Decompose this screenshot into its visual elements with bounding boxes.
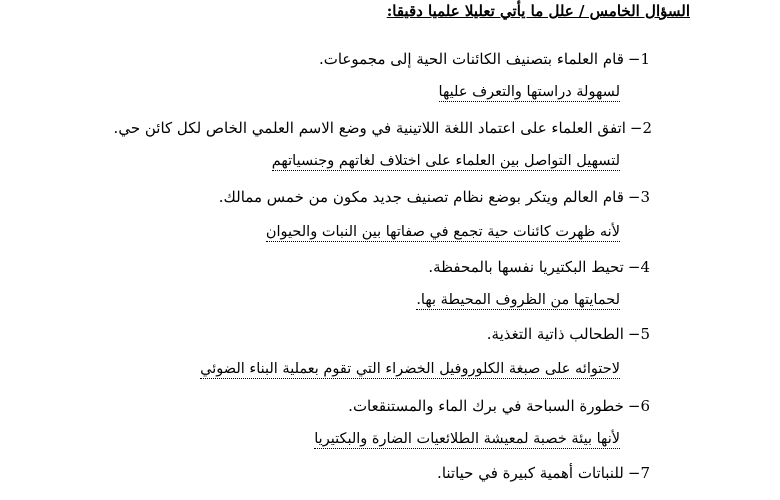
question-6-text: خطورة السباحة في برك الماء والمستنقعات. [348, 397, 624, 415]
question-4-text: تحيط البكتيريا نفسها بالمحفظة. [428, 258, 624, 276]
question-2-text: اتفق العلماء على اعتماد اللغة اللاتينية في وضع الاسم العلمي الخاص لكل كائن حي. [113, 119, 626, 137]
answer-6: لأنها بيئة خصبة لمعيشة الطلائعيات الضارة والبكتيريا [314, 431, 620, 447]
question-6 [348, 397, 650, 415]
question-5-number: 5− [627, 325, 650, 343]
question-4 [428, 258, 650, 276]
answer-4: لحمايتها من الظروف المحيطة بها. [416, 292, 620, 308]
question-3 [219, 188, 650, 206]
question-6-number: 6− [627, 397, 650, 415]
answer-3: لأنه ظهرت كائنات حية تجمع في صفاتها بين النبات والحيوان [265, 224, 620, 240]
question-2 [114, 119, 652, 137]
question-1-text: قام العلماء بتصنيف الكائنات الحية إلى مجموعات. [318, 50, 624, 68]
question-1 [319, 50, 650, 68]
question-4-number: 4− [627, 258, 650, 276]
question-1-number: 1− [627, 50, 650, 68]
question-2-number: 2− [629, 119, 652, 137]
question-heading: السؤال الخامس / علل ما يأتي تعليلا علميا دقيقا: [386, 2, 690, 20]
question-7 [437, 464, 650, 482]
question-5-text: الطحالب ذاتية التغذية. [486, 325, 624, 343]
answer-2: لتسهيل التواصل بين العلماء على اختلاف لغاتهم وجنسياتهم [271, 153, 620, 169]
question-3-text: قام العالم ويتكر بوضع نظام تصنيف جديد مكون من خمس ممالك. [218, 188, 624, 206]
question-7-text: للنباتات أهمية كبيرة في حياتنا. [437, 464, 624, 482]
answer-1: لسهولة دراستها والتعرف عليها [438, 84, 620, 100]
answer-5: لاحتوائه على صبغة الكلوروفيل الخضراء التي تقوم بعملية البناء الضوئي [200, 361, 620, 377]
question-5 [487, 325, 650, 343]
question-7-number: 7− [627, 464, 650, 482]
question-3-number: 3− [627, 188, 650, 206]
